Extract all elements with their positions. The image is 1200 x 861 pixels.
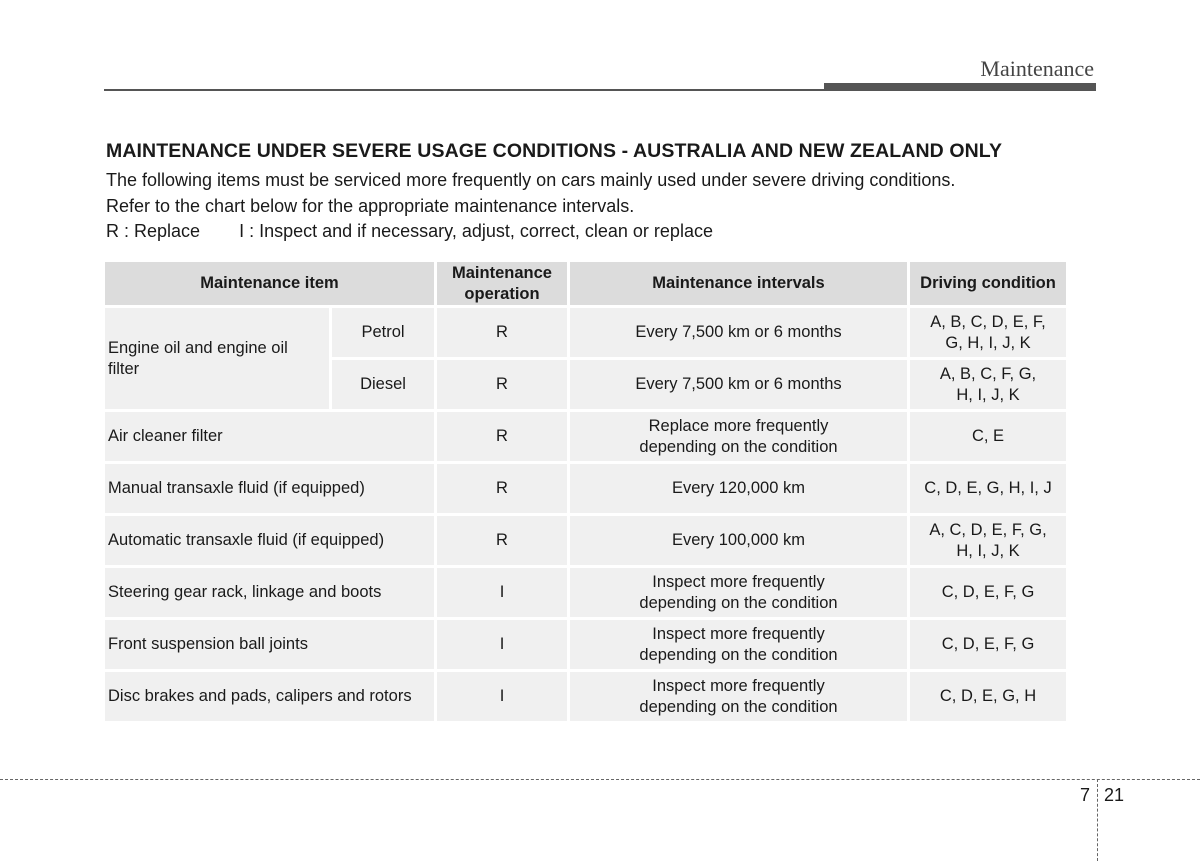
page-number: 21 [1104, 785, 1125, 805]
cell-condition: A, B, C, F, G, H, I, J, K [910, 360, 1066, 409]
footer-dashed-divider [1097, 779, 1098, 861]
maintenance-table [102, 259, 1069, 724]
cell-operation: I [437, 620, 567, 669]
cell-item: Steering gear rack, linkage and boots [105, 568, 434, 617]
header-maintenance-item: Maintenance item [105, 262, 434, 305]
table-row [105, 464, 1066, 513]
cell-operation: R [437, 308, 567, 357]
legend [106, 221, 713, 242]
intro-paragraph-2: Refer to the chart below for the appropriate maintenance intervals. [106, 196, 635, 216]
header-rule-accent [824, 83, 1096, 91]
cell-interval: Every 100,000 km [570, 516, 907, 565]
cell-interval: Inspect more frequently depending on the condition [570, 672, 907, 721]
cell-interval: Every 7,500 km or 6 months [570, 308, 907, 357]
cell-item: Air cleaner filter [105, 412, 434, 461]
cell-operation: I [437, 672, 567, 721]
section-heading: MAINTENANCE UNDER SEVERE USAGE CONDITIONS - AUSTRALIA AND NEW ZEALAND ONLY [106, 140, 1003, 162]
legend-inspect: I : Inspect and if necessary, adjust, correct, clean or replace [239, 221, 713, 241]
cell-interval: Inspect more frequently depending on the condition [570, 620, 907, 669]
cell-item: Manual transaxle fluid (if equipped) [105, 464, 434, 513]
cell-condition: A, C, D, E, F, G, H, I, J, K [910, 516, 1066, 565]
footer-dashed-rule [0, 779, 1200, 780]
cell-interval: Every 7,500 km or 6 months [570, 360, 907, 409]
table-row [105, 672, 1066, 721]
cell-interval: Inspect more frequently depending on the condition [570, 568, 907, 617]
page-chapter-number: 7 [1080, 785, 1091, 805]
intro-paragraph-1: The following items must be serviced more frequently on cars mainly used under severe driving conditions. [106, 170, 956, 190]
header-driving-condition: Driving condition [910, 262, 1066, 305]
header-rule [104, 89, 824, 91]
cell-condition: C, D, E, G, H [910, 672, 1066, 721]
cell-condition: A, B, C, D, E, F, G, H, I, J, K [910, 308, 1066, 357]
table-row [105, 516, 1066, 565]
cell-operation: I [437, 568, 567, 617]
cell-condition: C, E [910, 412, 1066, 461]
table-row [105, 620, 1066, 669]
header-maintenance-operation: Maintenance operation [437, 262, 567, 305]
running-header-title: Maintenance [980, 56, 1094, 81]
cell-variant: Petrol [332, 308, 434, 357]
cell-interval: Replace more frequently depending on the condition [570, 412, 907, 461]
header-maintenance-intervals: Maintenance intervals [570, 262, 907, 305]
cell-condition: C, D, E, F, G [910, 620, 1066, 669]
cell-item: Disc brakes and pads, calipers and rotors [105, 672, 434, 721]
cell-item: Automatic transaxle fluid (if equipped) [105, 516, 434, 565]
cell-item: Front suspension ball joints [105, 620, 434, 669]
table-header-row [105, 262, 1066, 305]
cell-condition: C, D, E, G, H, I, J [910, 464, 1066, 513]
cell-operation: R [437, 464, 567, 513]
cell-interval: Every 120,000 km [570, 464, 907, 513]
cell-variant: Diesel [332, 360, 434, 409]
table-row [105, 568, 1066, 617]
cell-operation: R [437, 412, 567, 461]
cell-operation: R [437, 360, 567, 409]
cell-item: Engine oil and engine oil filter [105, 308, 329, 409]
table-row [105, 412, 1066, 461]
legend-replace: R : Replace [106, 221, 201, 241]
cell-condition: C, D, E, F, G [910, 568, 1066, 617]
cell-operation: R [437, 516, 567, 565]
table-row [105, 308, 1066, 357]
